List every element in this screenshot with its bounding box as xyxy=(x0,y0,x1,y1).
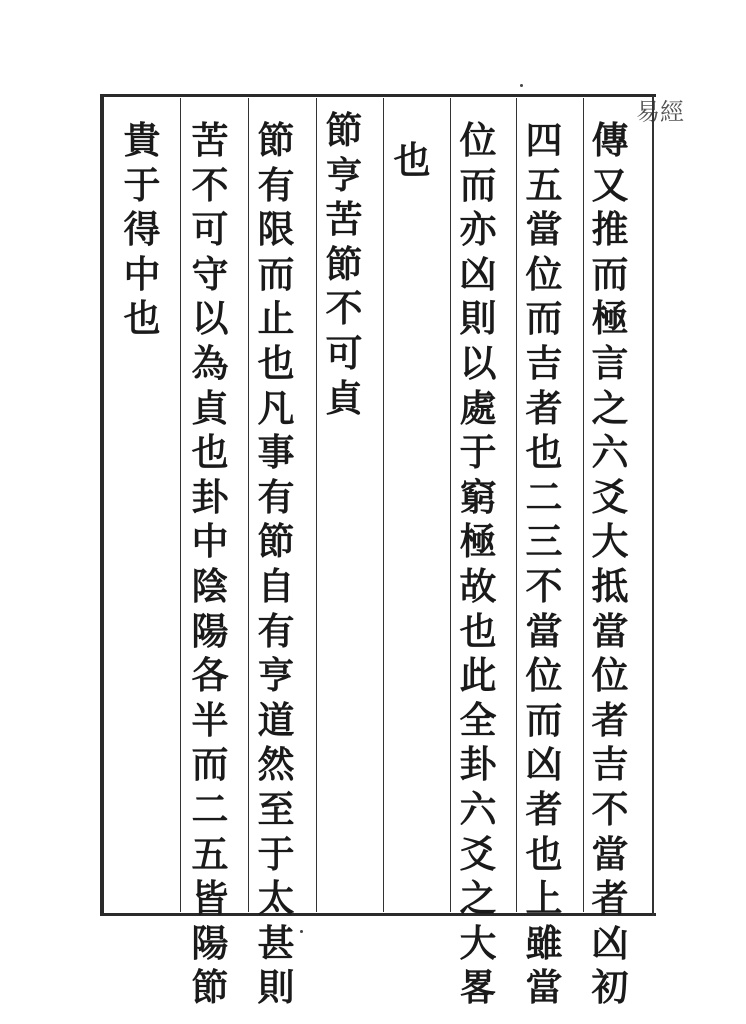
character: 位 xyxy=(459,118,497,162)
character: 太 xyxy=(257,876,295,921)
ink-speck xyxy=(520,84,523,87)
character: 于 xyxy=(459,430,497,475)
column-rule xyxy=(383,98,384,912)
character: 當 xyxy=(591,608,629,653)
column-rule xyxy=(316,98,317,912)
character: 全 xyxy=(459,697,497,742)
character: 而 xyxy=(591,251,629,296)
page-frame xyxy=(100,94,656,916)
column-rule xyxy=(583,98,584,912)
character: 卦 xyxy=(191,474,229,519)
character: 道 xyxy=(257,697,295,742)
character: 凡 xyxy=(257,385,295,430)
character: 則 xyxy=(459,296,497,341)
character: 大 xyxy=(459,920,497,965)
character: 五 xyxy=(525,162,563,207)
character: 者 xyxy=(525,385,563,430)
character: 也 xyxy=(459,608,497,653)
character: 陽 xyxy=(191,920,229,965)
margin-label-text: 易經 xyxy=(636,98,684,126)
character: 處 xyxy=(459,385,497,430)
text-column-3 xyxy=(456,118,500,1010)
text-column-5 xyxy=(322,108,366,420)
character: 不 xyxy=(525,563,563,608)
text-column-4 xyxy=(390,138,434,183)
text-column-8 xyxy=(120,118,164,341)
character: 限 xyxy=(257,207,295,252)
character: 事 xyxy=(257,430,295,475)
character: 也 xyxy=(257,340,295,385)
character: 吉 xyxy=(591,742,629,787)
character: 六 xyxy=(459,786,497,831)
character: 六 xyxy=(591,430,629,475)
character: 也 xyxy=(525,831,563,876)
character: 有 xyxy=(257,474,295,519)
character: 貴 xyxy=(123,118,161,162)
character: 又 xyxy=(591,162,629,207)
character: 當 xyxy=(525,608,563,653)
character: 半 xyxy=(191,697,229,742)
character: 貞 xyxy=(191,385,229,430)
column-rule xyxy=(180,98,181,912)
character: 于 xyxy=(257,831,295,876)
character: 各 xyxy=(191,653,229,698)
column-rule xyxy=(450,98,451,912)
character: 可 xyxy=(325,330,363,375)
character: 者 xyxy=(591,697,629,742)
character: 以 xyxy=(459,340,497,385)
character: 陰 xyxy=(191,563,229,608)
text-column-2 xyxy=(522,118,566,1010)
character: 不 xyxy=(191,162,229,207)
character: 凶 xyxy=(459,251,497,296)
character: 雖 xyxy=(525,920,563,965)
text-column-6 xyxy=(254,118,298,1010)
character: 可 xyxy=(191,207,229,252)
character: 以 xyxy=(191,296,229,341)
character: 也 xyxy=(393,138,431,182)
character: 亨 xyxy=(257,653,295,698)
character: 之 xyxy=(459,876,497,921)
character: 畧 xyxy=(459,965,497,1010)
ink-speck xyxy=(300,930,303,933)
character: 故 xyxy=(459,563,497,608)
character: 而 xyxy=(525,296,563,341)
character: 三 xyxy=(525,519,563,564)
character: 而 xyxy=(459,162,497,207)
character: 貞 xyxy=(325,375,363,420)
character: 則 xyxy=(257,965,295,1010)
character: 而 xyxy=(191,742,229,787)
character: 位 xyxy=(591,653,629,698)
margin-label xyxy=(636,96,684,128)
character: 當 xyxy=(525,965,563,1010)
character: 此 xyxy=(459,653,497,698)
character: 然 xyxy=(257,742,295,787)
character: 位 xyxy=(525,251,563,296)
character: 于 xyxy=(123,162,161,207)
character: 節 xyxy=(257,519,295,564)
character: 推 xyxy=(591,207,629,252)
character: 也 xyxy=(123,296,161,341)
text-column-7 xyxy=(188,118,232,1010)
character: 卦 xyxy=(459,742,497,787)
character: 有 xyxy=(257,608,295,653)
text-column-1 xyxy=(588,118,632,1010)
character: 守 xyxy=(191,251,229,296)
character: 當 xyxy=(591,831,629,876)
character: 爻 xyxy=(459,831,497,876)
character: 皆 xyxy=(191,876,229,921)
character: 者 xyxy=(525,786,563,831)
character: 節 xyxy=(325,108,363,152)
character: 不 xyxy=(325,286,363,331)
character: 之 xyxy=(591,385,629,430)
character: 五 xyxy=(191,831,229,876)
character: 亨 xyxy=(325,152,363,197)
character: 凶 xyxy=(591,920,629,965)
character: 極 xyxy=(591,296,629,341)
character: 也 xyxy=(191,430,229,475)
character: 二 xyxy=(525,474,563,519)
character: 而 xyxy=(525,697,563,742)
character: 為 xyxy=(191,340,229,385)
character: 苦 xyxy=(191,118,229,162)
character: 言 xyxy=(591,340,629,385)
character: 者 xyxy=(591,876,629,921)
character: 傳 xyxy=(591,118,629,162)
column-rule xyxy=(516,98,517,912)
character: 自 xyxy=(257,563,295,608)
character: 節 xyxy=(191,965,229,1010)
character: 不 xyxy=(591,786,629,831)
character: 上 xyxy=(525,876,563,921)
right-edge-line xyxy=(652,96,654,916)
character: 抵 xyxy=(591,563,629,608)
character: 亦 xyxy=(459,207,497,252)
character: 節 xyxy=(325,241,363,286)
character: 爻 xyxy=(591,474,629,519)
character: 四 xyxy=(525,118,563,162)
character: 當 xyxy=(525,207,563,252)
character: 至 xyxy=(257,786,295,831)
character: 也 xyxy=(525,430,563,475)
character: 位 xyxy=(525,653,563,698)
character: 窮 xyxy=(459,474,497,519)
character: 中 xyxy=(123,251,161,296)
character: 大 xyxy=(591,519,629,564)
character: 而 xyxy=(257,251,295,296)
character: 甚 xyxy=(257,920,295,965)
character: 陽 xyxy=(191,608,229,653)
character: 初 xyxy=(591,965,629,1010)
character: 有 xyxy=(257,162,295,207)
character: 苦 xyxy=(325,197,363,242)
character: 得 xyxy=(123,207,161,252)
character: 極 xyxy=(459,519,497,564)
character: 凶 xyxy=(525,742,563,787)
character: 節 xyxy=(257,118,295,162)
character: 吉 xyxy=(525,340,563,385)
character: 中 xyxy=(191,519,229,564)
character: 二 xyxy=(191,786,229,831)
column-rule xyxy=(248,98,249,912)
character: 止 xyxy=(257,296,295,341)
